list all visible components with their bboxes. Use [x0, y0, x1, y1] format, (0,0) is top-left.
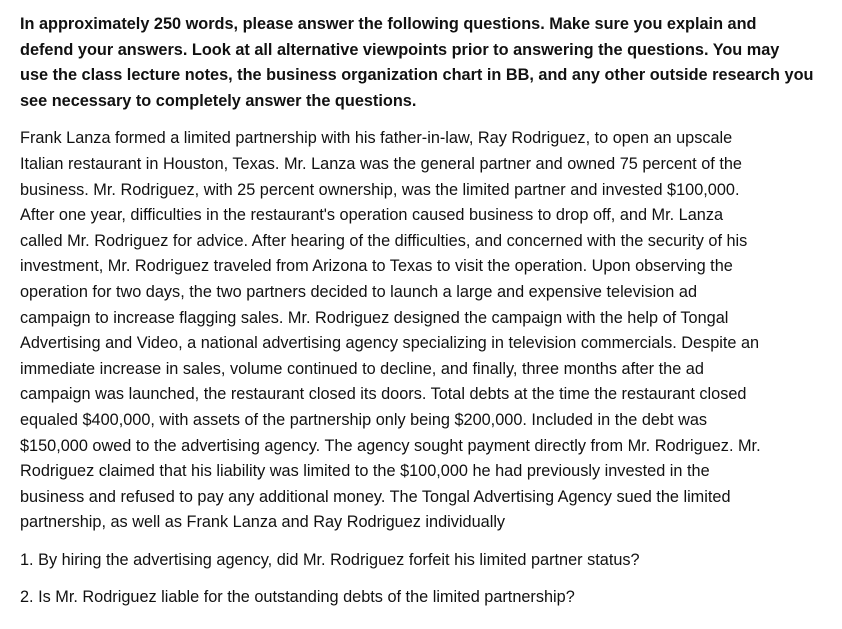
scenario-line: $150,000 owed to the advertising agency. The agency sought payment directly from Mr. Rodriguez. Mr.	[20, 436, 761, 455]
scenario-line: Rodriguez claimed that his liability was limited to the $100,000 he had previously invested in the	[20, 462, 710, 481]
scenario-line: After one year, difficulties in the restaurant's operation caused business to drop off, and Mr. Lanza	[20, 206, 724, 225]
instructions-line: see necessary to completely answer the questions.	[20, 91, 417, 110]
scenario-line: Advertising and Video, a national advertising agency specializing in television commercials. Despite an	[20, 334, 760, 353]
scenario-line: partnership, as well as Frank Lanza and Ray Rodriguez individually	[20, 513, 506, 532]
scenario-line: equaled $400,000, with assets of the partnership only being $200,000. Included in the debt was	[20, 410, 708, 429]
scenario-line: operation for two days, the two partners decided to launch a large and expensive television ad	[20, 282, 697, 301]
question-1: 1. By hiring the advertising agency, did Mr. Rodriguez forfeit his limited partner status?	[20, 550, 640, 569]
scenario-line: business and refused to pay any additional money. The Tongal Advertising Agency sued the limited	[20, 487, 731, 506]
scenario-line: campaign to increase flagging sales. Mr. Rodriguez designed the campaign with the help of Tongal	[20, 308, 729, 327]
instructions-line: defend your answers. Look at all alternative viewpoints prior to answering the questions. You may	[20, 40, 780, 59]
scenario-line: Italian restaurant in Houston, Texas. Mr. Lanza was the general partner and owned 75 percent of the	[20, 154, 742, 173]
scenario-line: investment, Mr. Rodriguez traveled from Arizona to Texas to visit the operation. Upon observing the	[20, 257, 733, 276]
scenario-paragraph	[20, 126, 835, 536]
scenario-line: Frank Lanza formed a limited partnership with his father-in-law, Ray Rodriguez, to open an upscale	[20, 129, 733, 148]
question-2: 2. Is Mr. Rodriguez liable for the outstanding debts of the limited partnership?	[20, 588, 575, 607]
instructions-line: use the class lecture notes, the business organization chart in BB, and any other outside research you	[20, 66, 814, 85]
instructions-line: In approximately 250 words, please answer the following questions. Make sure you explain and	[20, 15, 757, 33]
scenario-line: called Mr. Rodriguez for advice. After hearing of the difficulties, and concerned with the security of his	[20, 231, 748, 250]
instructions-paragraph	[20, 12, 835, 114]
scenario-line: campaign was launched, the restaurant closed its doors. Total debts at the time the restaurant closed	[20, 385, 747, 404]
document	[20, 12, 835, 623]
scenario-line: business. Mr. Rodriguez, with 25 percent ownership, was the limited partner and invested $100,000.	[20, 180, 740, 199]
scenario-line: immediate increase in sales, volume continued to decline, and finally, three months after the ad	[20, 359, 704, 378]
